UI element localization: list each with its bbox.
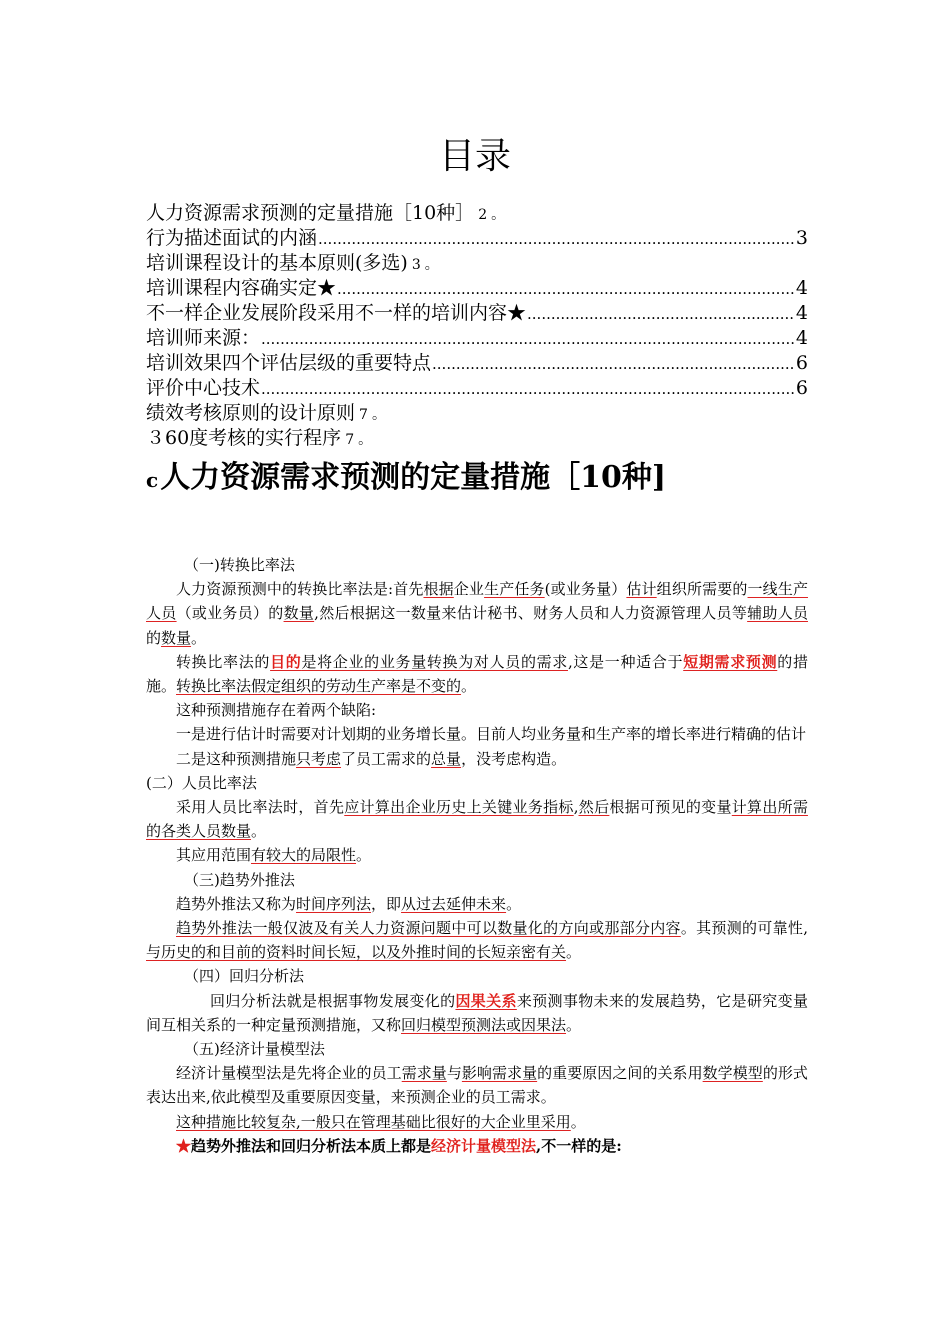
toc-leader-dots xyxy=(261,380,795,398)
paragraph: 人力资源预测中的转换比率法是:首先根据企业生产任务(或业务量）估计组织所需要的一线生产人员（或业务员）的数量,然后根据这一数量来估计秘书、财务人员和人力资源管理人员等辅助人员的数量。 xyxy=(146,580,808,647)
toc-title: 目录 xyxy=(438,136,511,177)
paragraph-summary: ★趋势外推法和回归分析法本质上都是经济计量模型法,不一样的是: xyxy=(176,1136,622,1155)
toc-entry-label: 培训师来源： xyxy=(146,327,261,348)
toc-page-number: 3 xyxy=(795,227,808,248)
toc-entry[interactable] xyxy=(146,198,808,223)
toc-page-number: 4 xyxy=(795,327,808,348)
toc-entry-label: ３60度考核的实行程序 xyxy=(146,427,342,448)
paragraph: 回归分析法就是根据事物发展变化的因果关系来预测事物未来的发展趋势，它是研究变量间互相关系的一种定量预测措施，又称回归模型预测法或因果法。 xyxy=(146,991,808,1034)
toc-leader-dots xyxy=(318,230,795,248)
paragraph: 这种预测措施存在着两个缺陷: xyxy=(176,701,377,720)
toc-entry-label: 评价中心技术 xyxy=(146,377,261,398)
subsection-title-1: （一)转换比率法 xyxy=(184,556,295,574)
toc-entry[interactable] xyxy=(146,423,808,448)
subsection-title-2: (二）人员比率法 xyxy=(146,773,257,792)
toc-page-number: 2 xyxy=(478,207,488,223)
toc-entry[interactable] xyxy=(146,398,808,423)
toc-entry-label: 人力资源需求预测的定量措施［10种］ xyxy=(146,202,475,223)
toc-leader-dots xyxy=(261,330,795,348)
paragraph: 采用人员比率法时，首先应计算出企业历史上关键业务指标,然后根据可预见的变量计算出所需的各类人员数量。 xyxy=(146,798,808,841)
toc-mark: 。 xyxy=(371,407,386,423)
toc-page-number: 6 xyxy=(795,377,808,398)
paragraph: 转换比率法的目的是将企业的业务量转换为对人员的需求,这是一种适合于短期需求预测的措施。转换比率法假定组织的劳动生产率是不变的。 xyxy=(146,652,808,696)
toc-mark: 。 xyxy=(491,207,506,223)
toc-entry-label: 培训效果四个评估层级的重要特点 xyxy=(146,352,432,373)
paragraph: 其应用范围有较大的局限性。 xyxy=(176,846,372,865)
toc-entry[interactable] xyxy=(146,298,808,323)
toc-entry-label: 培训课程设计的基本原则(多选) xyxy=(146,252,408,273)
toc-page-number: 7 xyxy=(345,432,355,448)
toc-entry-label: 行为描述面试的内涵 xyxy=(146,227,318,248)
toc-entry-label: 培训课程内容确实定★ xyxy=(146,277,337,298)
toc-entry[interactable] xyxy=(146,323,808,348)
toc-page-number: 4 xyxy=(795,302,808,323)
heading-bullet: c xyxy=(146,468,159,492)
paragraph: 经济计量模型法是先将企业的员工需求量与影响需求量的重要原因之间的关系用数学模型的形式表达出来,依此模型及重要原因变量，来预测企业的员工需求。 xyxy=(146,1064,808,1107)
toc-entry-label: 绩效考核原则的设计原则 xyxy=(146,402,356,423)
toc-entry[interactable] xyxy=(146,348,808,373)
toc-page-number: 7 xyxy=(359,407,368,423)
toc-page-number: 3 xyxy=(411,257,421,273)
paragraph: 趋势外推法一般仅波及有关人力资源问题中可以数量化的方向或那部分内容。其预测的可靠性,与历史的和目前的资料时间长短，以及外推时间的长短亲密有关。 xyxy=(146,919,808,962)
star-icon: ★ xyxy=(176,1136,192,1155)
paragraph: 二是这种预测措施只考虑了员工需求的总量，没考虑构造。 xyxy=(176,749,567,768)
toc-mark: 。 xyxy=(424,257,439,273)
toc-page-number: 6 xyxy=(795,352,808,373)
table-of-contents xyxy=(146,198,808,448)
toc-entry[interactable] xyxy=(146,223,808,248)
toc-page-number: 4 xyxy=(795,277,808,298)
subsection-title-3: （三)趋势外推法 xyxy=(184,870,295,889)
paragraph: 一是进行估计时需要对计划期的业务增长量。目前人均业务量和生产率的增长率进行精确的估计 xyxy=(176,725,807,744)
subsection-title-4: （四）回归分析法 xyxy=(184,967,305,986)
body-text xyxy=(146,553,808,1158)
toc-mark: 。 xyxy=(358,432,373,448)
toc-leader-dots xyxy=(432,355,795,373)
toc-entry-label: 不一样企业发展阶段采用不一样的培训内容★ xyxy=(146,302,527,323)
subsection-title-5: （五)经济计量模型法 xyxy=(184,1040,325,1059)
toc-entry[interactable] xyxy=(146,273,808,298)
toc-entry[interactable] xyxy=(146,248,808,273)
paragraph: 趋势外推法又称为时间序列法，即从过去延伸未来。 xyxy=(176,894,522,913)
toc-entry[interactable] xyxy=(146,373,808,398)
toc-leader-dots xyxy=(337,280,795,298)
toc-leader-dots xyxy=(527,305,795,323)
heading-text: 人力资源需求预测的定量措施［10种] xyxy=(160,460,667,495)
section-heading xyxy=(146,452,666,496)
paragraph: 这种措施比较复杂,一般只在管理基础比很好的大企业里采用。 xyxy=(176,1112,586,1131)
